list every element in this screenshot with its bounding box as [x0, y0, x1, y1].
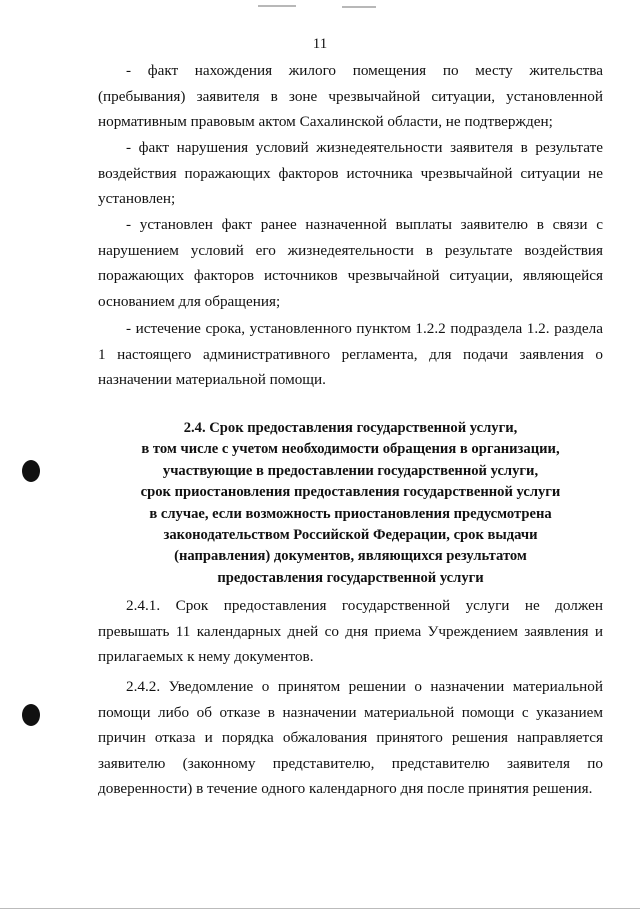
section-heading-line: 2.4. Срок предоставления государственной услуги,	[183, 420, 518, 436]
scan-artifact	[258, 5, 296, 7]
paragraph-dwelling-not-confirmed: - факт нахождения жилого помещения по месту жительства (пребывания) заявителя в зоне чрезвычайной ситуации, установленной нормативным правовым актом Сахалинской области, не подтвержден;	[98, 62, 603, 131]
paragraph-deadline-expired: - истечение срока, установленного пунктом 1.2.2 подраздела 1.2. раздела 1 настоящего административного регламента, для подачи заявления о назначении материальной помощи.	[98, 320, 603, 389]
paragraph-2-4-1: 2.4.1. Срок предоставления государственной услуги не должен превышать 11 календарных дней со дня приема Учреждением заявления и прилагаемых к нему документов.	[98, 597, 603, 666]
punch-hole-upper	[22, 460, 40, 482]
punch-hole-lower	[22, 704, 40, 726]
section-heading	[98, 418, 603, 589]
paragraph-violation-not-established: - факт нарушения условий жизнедеятельности заявителя в результате воздействия поражающих факторов источника чрезвычайной ситуации не установлен;	[98, 139, 603, 208]
paragraph-prior-payment: - установлен факт ранее назначенной выплаты заявителю в связи с нарушением условий его жизнедеятельности в результате воздействия поражающих факторов источников чрезвычайной ситуации, являющейся основанием для обращения;	[98, 216, 603, 310]
section-heading-line: участвующие в предоставлении государственной услуги,	[162, 462, 539, 479]
paragraph-2-4-2: 2.4.2. Уведомление о принятом решении о назначении материальной помощи либо об отказе в назначении материальной помощи с указанием причин отказа и порядка обжалования принятого решения направляется заявителю (законному представителю, представителю заявителя по доверенности) в течение одного календарного дня после принятия решения.	[98, 678, 603, 798]
section-heading-line: законодательством Российской Федерации, срок выдачи	[163, 527, 538, 544]
section-heading-line: в том числе с учетом необходимости обращения в организации,	[141, 441, 560, 458]
page-number: 11	[312, 36, 328, 52]
section-heading-line: (направления) документов, являющихся результатом	[174, 548, 527, 565]
section-heading-line: предоставления государственной услуги	[217, 569, 484, 586]
section-heading-line: срок приостановления предоставления государственной услуги	[140, 484, 561, 501]
scan-edge	[0, 908, 640, 909]
section-heading-line: в случае, если возможность приостановления предусмотрена	[149, 505, 552, 522]
scan-artifact	[342, 6, 376, 8]
